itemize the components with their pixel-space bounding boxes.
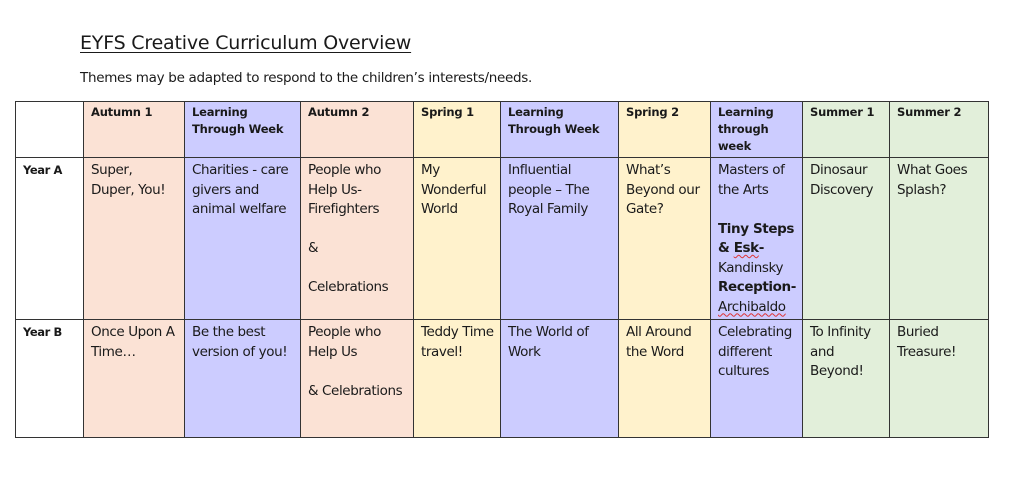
cell-year-a-summer-1: Dinosaur Discovery [803, 158, 890, 320]
cell-year-b-ltw-3: Celebrating different cultures [711, 320, 803, 438]
header-learning-through-week-1: Learning Through Week [185, 102, 301, 158]
cell-year-b-summer-1: To Infinity and Beyond! [803, 320, 890, 438]
header-learning-through-week-2: Learning Through Week [501, 102, 619, 158]
cell-year-a-summer-2: What Goes Splash? [890, 158, 989, 320]
cell-year-a-spring-1: My Wonderful World [414, 158, 501, 320]
dash: - [758, 240, 764, 256]
header-autumn-2: Autumn 2 [301, 102, 414, 158]
table-row-year-a [16, 158, 989, 320]
tiny-steps-label: Tiny Steps & [718, 220, 794, 256]
header-summer-2: Summer 2 [890, 102, 989, 158]
header-row [16, 102, 989, 158]
row-label-year-b: Year B [16, 320, 84, 438]
cell-text: Masters of the Arts [718, 162, 785, 198]
table-row-year-b [16, 320, 989, 438]
cell-year-a-autumn-2 [301, 158, 414, 320]
header-autumn-1: Autumn 1 [84, 102, 185, 158]
curriculum-table [15, 101, 989, 438]
cell-text: & Celebrations [308, 382, 403, 399]
cell-year-b-ltw-1: Be the best version of you! [185, 320, 301, 438]
cell-text: & [308, 240, 319, 256]
row-label-year-a: Year A [16, 158, 84, 320]
kandinsky-text: Kandinsky [718, 259, 784, 276]
header-learning-through-week-3: Learning through week [711, 102, 803, 158]
cell-text: People who Help Us- Firefighters [308, 162, 381, 217]
cell-year-a-autumn-1: Super, Duper, You! [84, 158, 185, 320]
header-spring-1: Spring 1 [414, 102, 501, 158]
cell-year-b-autumn-2 [301, 320, 414, 438]
esk-label: Esk [733, 240, 759, 256]
cell-year-b-ltw-2: The World of Work [501, 320, 619, 438]
cell-text: People who Help Us [308, 324, 381, 360]
cell-year-b-summer-2: Buried Treasure! [890, 320, 989, 438]
cell-year-b-spring-2: All Around the Word [619, 320, 711, 438]
cell-year-b-autumn-1: Once Upon A Time… [84, 320, 185, 438]
reception-label: Reception- [718, 279, 796, 295]
cell-year-a-ltw-2: Influential people – The Royal Family [501, 158, 619, 320]
cell-text: Celebrations [308, 279, 389, 295]
cell-year-a-ltw-3 [711, 158, 803, 320]
header-summer-1: Summer 1 [803, 102, 890, 158]
cell-year-b-spring-1: Teddy Time travel! [414, 320, 501, 438]
cell-year-a-spring-2: What’s Beyond our Gate? [619, 158, 711, 320]
header-corner-cell [16, 102, 84, 158]
cell-year-a-ltw-1: Charities - care givers and animal welfare [185, 158, 301, 320]
document-subtitle: Themes may be adapted to respond to the children’s interests/needs. [80, 70, 532, 86]
document-title: EYFS Creative Curriculum Overview [80, 32, 412, 54]
archibaldo-text: Archibaldo [718, 298, 786, 315]
header-spring-2: Spring 2 [619, 102, 711, 158]
